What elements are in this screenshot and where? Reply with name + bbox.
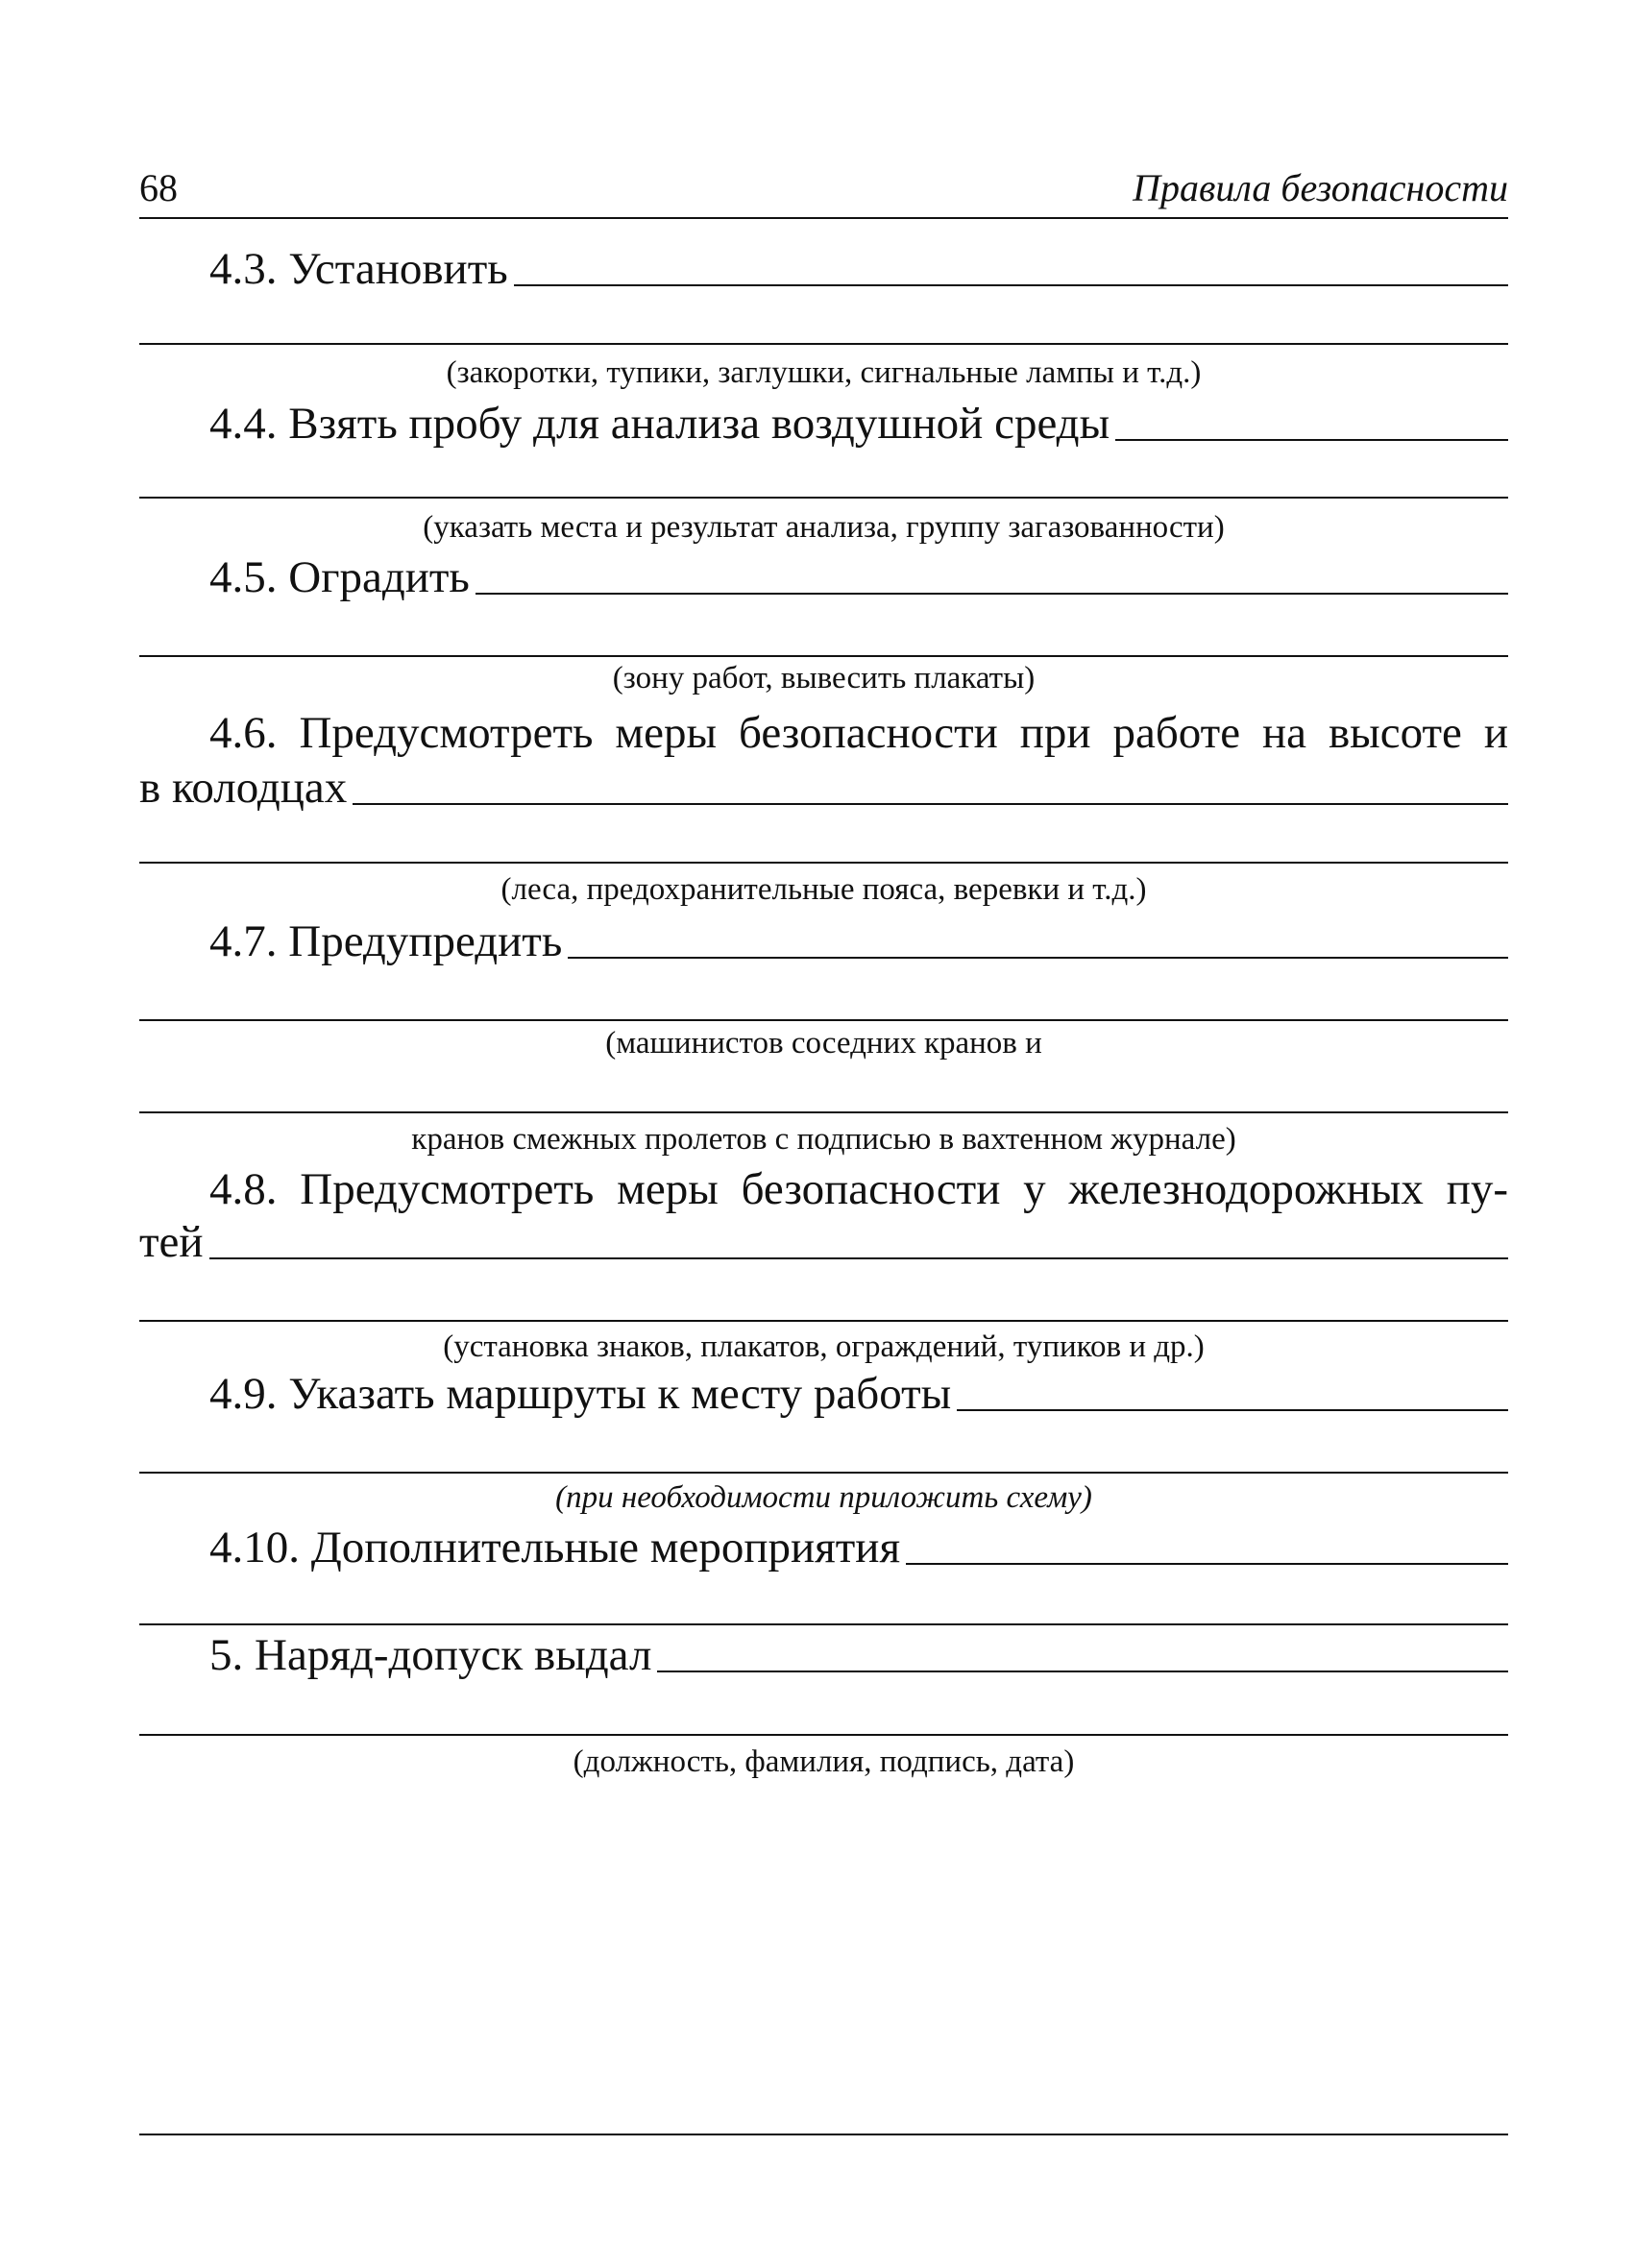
item-4-7-blank-line-2[interactable] bbox=[139, 1111, 1508, 1113]
item-4-10-label: 4.10. Дополнительные мероприятия bbox=[209, 1523, 901, 1573]
item-4-8-line1: 4.8. Предусмотреть меры безопасности у железнодорожных пу- bbox=[209, 1164, 1508, 1214]
item-4-4-blank[interactable] bbox=[1115, 433, 1508, 441]
item-4-10-blank[interactable] bbox=[906, 1557, 1508, 1565]
page-number: 68 bbox=[139, 166, 178, 209]
item-4-9-hint: (при необходимости приложить схему) bbox=[555, 1480, 1092, 1515]
item-4-7-hint-1: (машинистов соседних кранов и bbox=[605, 1026, 1042, 1061]
item-4-10-blank-line[interactable] bbox=[139, 1623, 1508, 1625]
item-4-7-hint-2: кранов смежных пролетов с подписью в вахтенном журнале) bbox=[411, 1122, 1236, 1157]
item-4-8-blank[interactable] bbox=[209, 1252, 1508, 1259]
item-4-9-label: 4.9. Указать маршруты к месту работы bbox=[209, 1369, 952, 1419]
header-rule bbox=[139, 217, 1508, 219]
item-4-4-blank-line[interactable] bbox=[139, 497, 1508, 499]
item-5-hint: (должность, фамилия, подпись, дата) bbox=[573, 1744, 1075, 1779]
item-4-7 bbox=[209, 916, 1508, 966]
item-4-6-line1: 4.6. Предусмотреть меры безопасности при работе на высоте и bbox=[209, 708, 1508, 758]
item-4-3 bbox=[209, 244, 1508, 294]
item-4-6 bbox=[139, 708, 1508, 758]
item-4-5-blank[interactable] bbox=[476, 587, 1508, 595]
item-4-9-blank[interactable] bbox=[957, 1403, 1508, 1411]
item-4-8-hint: (установка знаков, плакатов, ограждений, тупиков и др.) bbox=[443, 1329, 1205, 1364]
item-4-3-blank-line[interactable] bbox=[139, 343, 1508, 345]
item-4-4-hint: (указать места и результат анализа, группу загазованности) bbox=[423, 510, 1225, 545]
item-4-3-hint: (закоротки, тупики, заглушки, сигнальные лампы и т.д.) bbox=[446, 355, 1202, 390]
item-4-5-hint: (зону работ, вывесить плакаты) bbox=[612, 661, 1036, 695]
item-4-5 bbox=[209, 552, 1508, 602]
item-5-label: 5. Наряд-допуск выдал bbox=[209, 1630, 652, 1680]
item-4-8-line2: тей bbox=[139, 1217, 204, 1267]
item-4-4 bbox=[209, 399, 1508, 449]
item-5 bbox=[209, 1630, 1508, 1680]
item-4-10 bbox=[209, 1525, 1508, 1571]
item-4-8 bbox=[139, 1164, 1508, 1214]
item-4-3-blank[interactable] bbox=[514, 279, 1508, 286]
item-4-8-blank-line[interactable] bbox=[139, 1320, 1508, 1322]
item-5-blank-line[interactable] bbox=[139, 1734, 1508, 1736]
item-4-9-blank-line[interactable] bbox=[139, 1472, 1508, 1474]
item-4-6-blank-line[interactable] bbox=[139, 862, 1508, 864]
footer-rule bbox=[139, 2134, 1508, 2135]
item-4-5-label: 4.5. Оградить bbox=[209, 552, 470, 602]
item-4-9 bbox=[209, 1369, 1508, 1419]
running-title: Правила безопасности bbox=[1133, 166, 1508, 209]
item-4-6-line2: в колодцах bbox=[139, 763, 348, 813]
item-4-6-blank[interactable] bbox=[353, 797, 1508, 805]
item-4-5-blank-line[interactable] bbox=[139, 655, 1508, 657]
item-4-8-cont bbox=[139, 1217, 1508, 1267]
item-4-6-cont bbox=[139, 763, 1508, 813]
item-4-3-label: 4.3. Установить bbox=[209, 244, 508, 294]
page-header bbox=[139, 165, 1508, 219]
item-5-blank[interactable] bbox=[657, 1665, 1508, 1672]
item-4-7-blank[interactable] bbox=[568, 951, 1508, 959]
item-4-7-blank-line[interactable] bbox=[139, 1019, 1508, 1021]
item-4-6-hint: (леса, предохранительные пояса, веревки и т.д.) bbox=[500, 872, 1147, 907]
item-4-7-label: 4.7. Предупредить bbox=[209, 916, 563, 966]
item-4-4-label: 4.4. Взять пробу для анализа воздушной среды bbox=[209, 399, 1110, 449]
